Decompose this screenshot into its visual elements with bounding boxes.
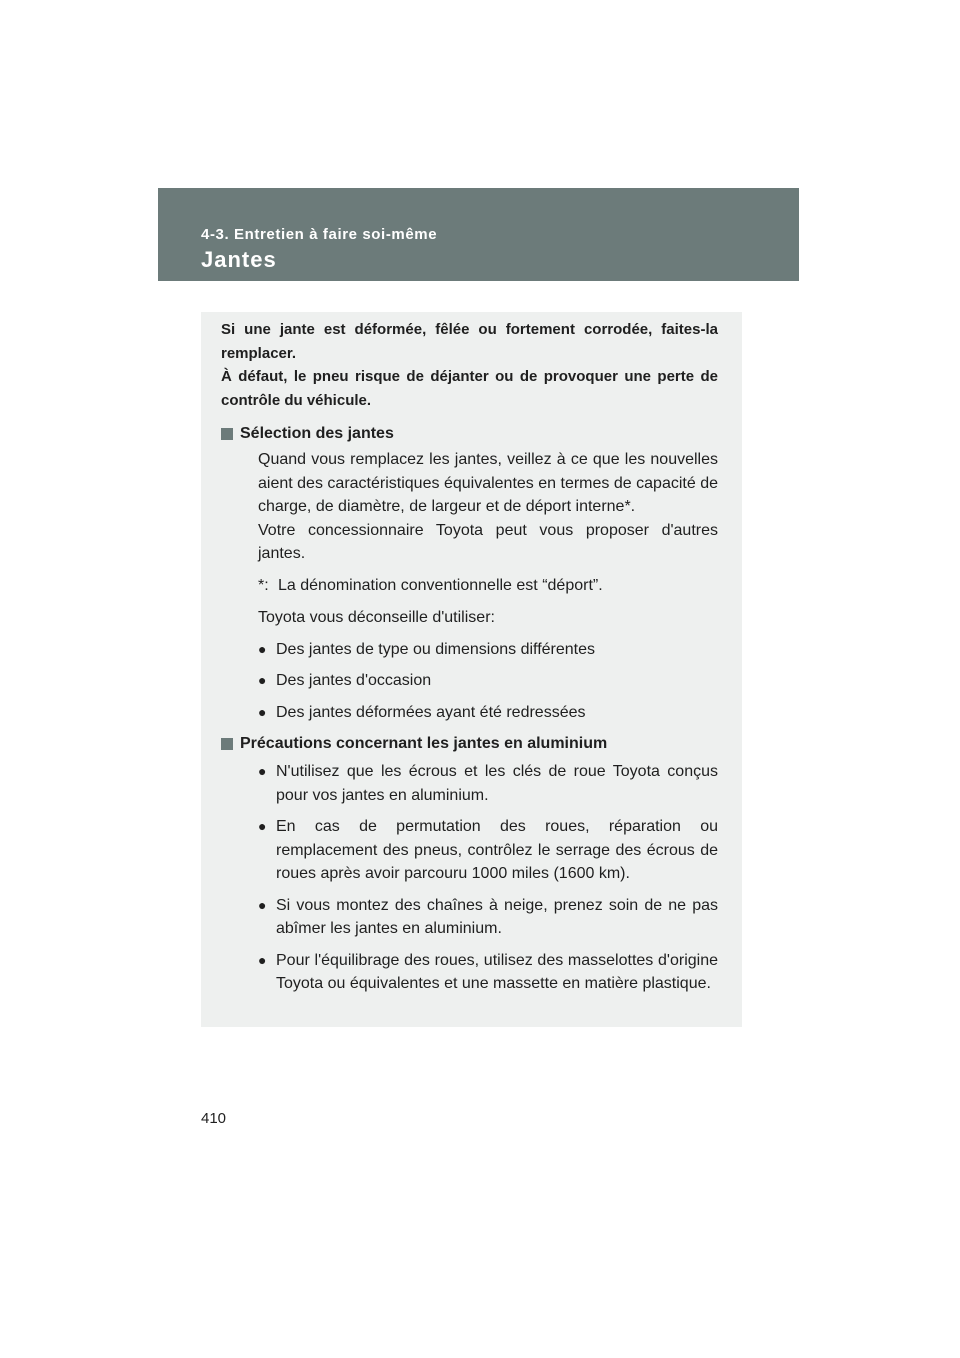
circle-bullet-icon: ● [258,703,267,720]
list-item-text: En cas de permutation des roues, réparation ou remplacement des pneus, contrôlez le serrage des écrous de roues après avoir parcouru 1000 miles (1600 km). [276,818,718,882]
footnote [258,574,718,598]
list-item [258,701,718,725]
list-item [258,894,718,941]
content-box [201,312,742,1027]
section-label: 4-3. Entretien à faire soi-même [201,226,438,243]
circle-bullet-icon: ● [258,951,267,968]
list-item-text: Des jantes d'occasion [276,672,432,689]
intro-line-1: Si une jante est déformée, fêlée ou fortement corrodée, faites-la remplacer. [221,321,718,362]
advice-intro: Toyota vous déconseille d'utiliser: [258,609,495,626]
list-item [258,760,718,807]
list-item-text: Si vous montez des chaînes à neige, prenez soin de ne pas abîmer les jantes en aluminium. [276,896,718,937]
heading-selection-label: Sélection des jantes [240,425,394,442]
circle-bullet-icon: ● [258,672,267,688]
list-item [258,638,718,662]
list-item-text: Pour l'équilibrage des roues, utilisez des masselottes d'origine Toyota ou équivalentes et une massette en matière plastique. [276,951,718,992]
list-item [258,669,718,693]
intro-line-2: À défaut, le pneu risque de déjanter ou de provoquer une perte de contrôle du véhicule. [221,368,718,409]
heading-aluminium [221,732,718,756]
square-bullet-icon [221,428,233,440]
list-item-text: N'utilisez que les écrous et les clés de roue Toyota conçus pour vos jantes en aluminium. [276,763,718,804]
list-item [258,949,718,996]
list-item [258,815,718,886]
footnote-mark: *: [258,576,269,594]
selection-paragraph-1: Quand vous remplacez les jantes, veillez à ce que les nouvelles aient des caractéristiques équivalentes en termes de capacité de charge, de diamètre, de largeur et de déport interne*. [258,451,718,515]
list-item-text: Des jantes déformées ayant été redressées [276,703,586,721]
square-bullet-icon [221,738,233,750]
circle-bullet-icon: ● [258,640,267,657]
heading-aluminium-label: Précautions concernant les jantes en aluminium [240,735,608,752]
section-header [158,188,799,281]
circle-bullet-icon: ● [258,896,267,913]
intro-text [221,318,718,412]
selection-paragraph-2: Votre concessionnaire Toyota peut vous proposer d'autres jantes. [258,521,718,562]
page-title: Jantes [201,247,277,272]
circle-bullet-icon: ● [258,763,267,779]
footnote-text: La dénomination conventionnelle est “déport”. [278,576,603,594]
page-number: 410 [201,1110,227,1127]
circle-bullet-icon: ● [258,818,267,834]
heading-selection [221,422,718,446]
list-item-text: Des jantes de type ou dimensions différentes [276,640,596,658]
